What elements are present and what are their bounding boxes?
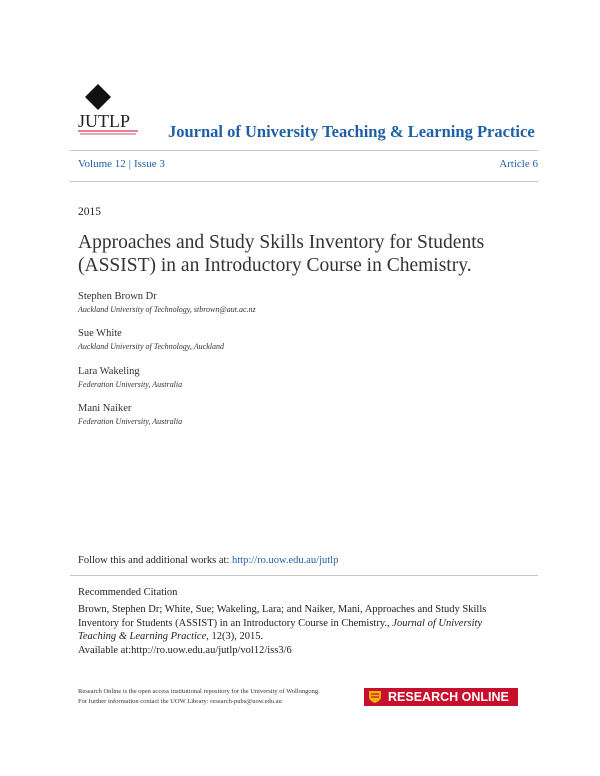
paper-title: Approaches and Study Skills Inventory for Students (ASSIST) in an Introductory Course in Chemistry. bbox=[78, 232, 485, 276]
author-name[interactable]: Stephen Brown Dr bbox=[78, 291, 157, 302]
divider bbox=[70, 150, 538, 151]
author-entry bbox=[78, 403, 182, 426]
repository-notice: Research Online is the open access institutional repository for the University of Wollongong. For further information contact the UOW Library: research-pubs@uow.edu.au bbox=[78, 688, 320, 705]
follow-text: Follow this and additional works at: bbox=[78, 555, 230, 566]
uow-shield-icon bbox=[368, 690, 382, 704]
research-online-label: RESEARCH ONLINE bbox=[388, 690, 509, 704]
author-affiliation: Federation University, Australia bbox=[78, 417, 183, 426]
article-link[interactable]: http://ro.uow.edu.au/jutlp/vol12/iss3/6 bbox=[131, 644, 292, 656]
citation-body: Brown, Stephen Dr; White, Sue; Wakeling, Lara; and Naiker, Mani, Approaches and Study Skills Inventory for Students (ASSIST) in an Introductory Course in Chemistry., bbox=[78, 604, 487, 629]
author-affiliation: Auckland University of Technology, stbrown@aut.ac.nz bbox=[78, 305, 256, 314]
citation-journal: Journal of University Teaching & Learning Practice bbox=[78, 617, 483, 642]
volume-issue: Volume 12 | Issue 3 bbox=[78, 158, 165, 170]
research-online-logo[interactable] bbox=[364, 688, 518, 706]
author-name[interactable]: Lara Wakeling bbox=[78, 366, 140, 377]
volume-link[interactable]: Volume 12 bbox=[78, 158, 126, 170]
author-name[interactable]: Sue White bbox=[78, 328, 122, 339]
divider bbox=[70, 575, 538, 576]
author-entry bbox=[78, 328, 224, 351]
author-name[interactable]: Mani Naiker bbox=[78, 403, 132, 414]
divider bbox=[70, 181, 538, 182]
author-entry bbox=[78, 291, 256, 314]
citation-volume: , 12(3), 2015. bbox=[206, 631, 264, 642]
author-affiliation: Auckland University of Technology, Auckland bbox=[78, 342, 224, 351]
author-entry bbox=[78, 366, 182, 389]
publication-year: 2015 bbox=[78, 206, 101, 218]
journal-title[interactable]: Journal of University Teaching & Learning Practice bbox=[168, 122, 535, 141]
recommended-citation-heading: Recommended Citation bbox=[78, 587, 178, 598]
author-affiliation: Federation University, Australia bbox=[78, 380, 183, 389]
article-number[interactable]: Article 6 bbox=[499, 158, 538, 170]
journal-logo bbox=[78, 82, 140, 138]
citation-text bbox=[78, 603, 508, 657]
available-label: Available at: bbox=[78, 644, 132, 656]
collection-link[interactable]: http://ro.uow.edu.au/jutlp bbox=[232, 555, 339, 566]
logo-text: JUTLP bbox=[78, 111, 131, 131]
jutlp-logo-icon bbox=[78, 82, 140, 138]
follow-line bbox=[78, 555, 338, 566]
issue-link[interactable]: Issue 3 bbox=[133, 158, 165, 170]
